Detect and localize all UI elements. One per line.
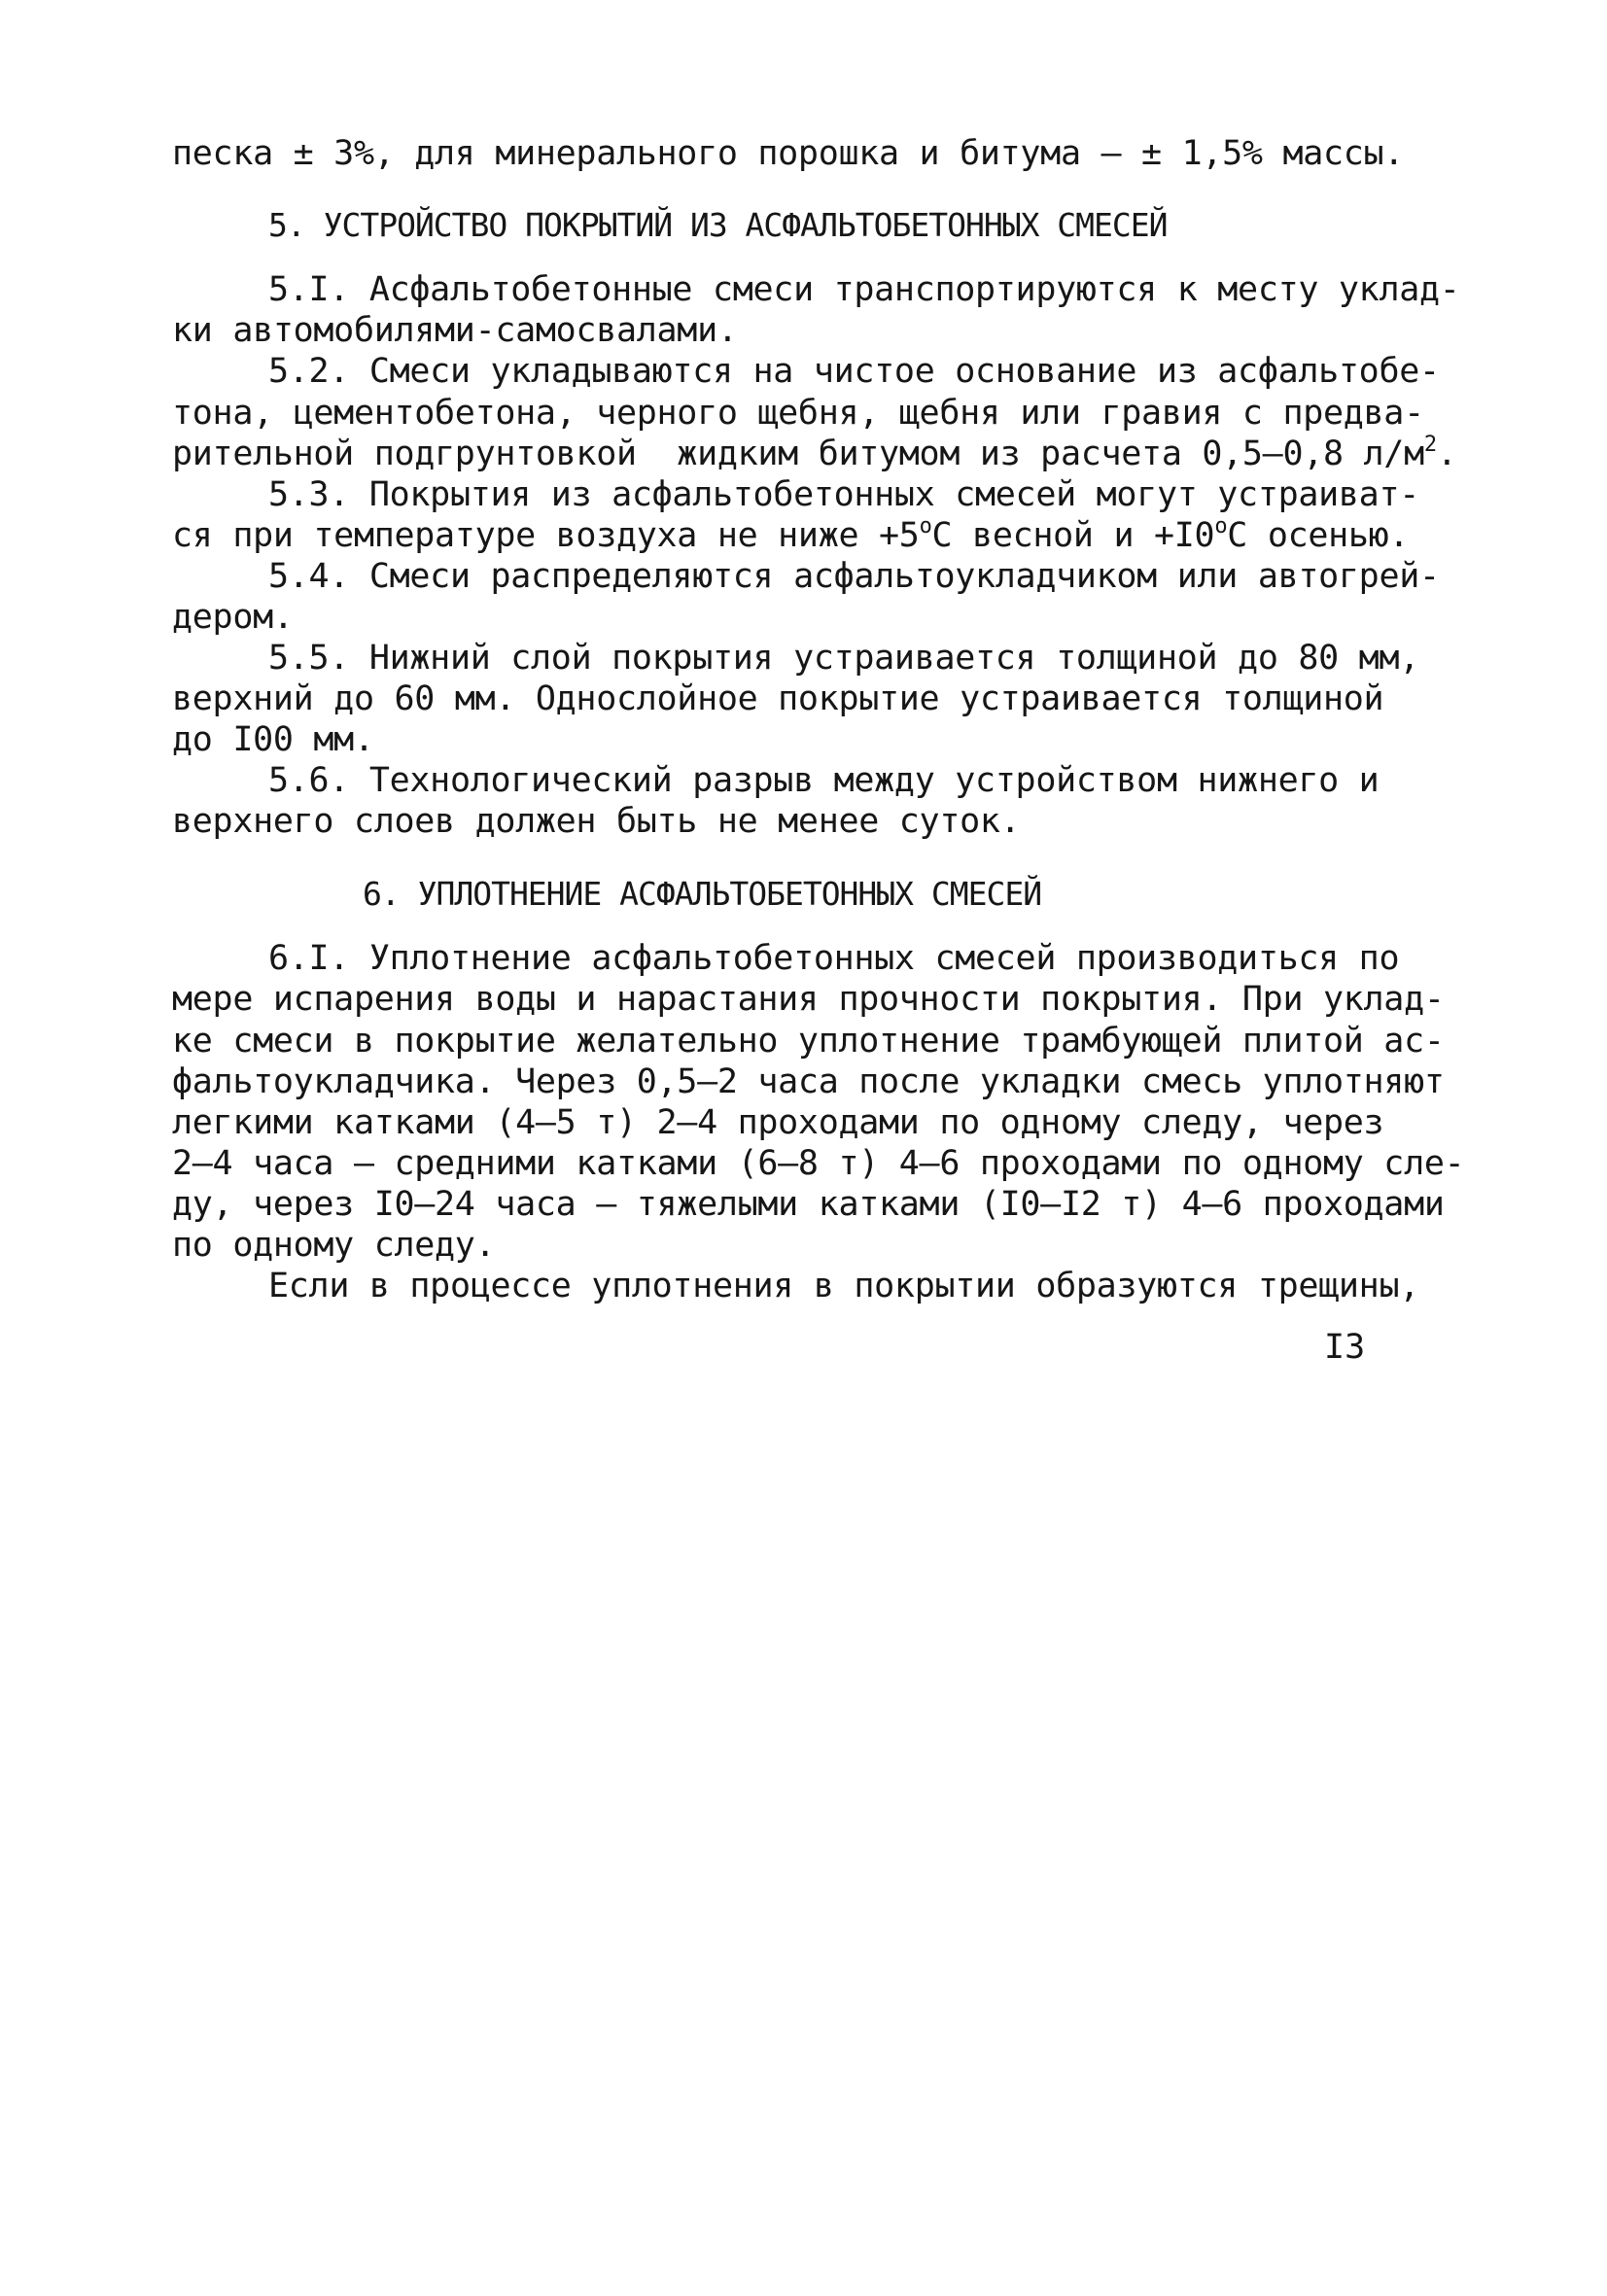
paragraph-line: 5.4. Смеси распределяются асфальтоукладчиком или автогрей- <box>268 557 1440 596</box>
paragraph-line: фальтоукладчика. Через 0,5–2 часа после укладки смесь уплотняют <box>172 1062 1445 1101</box>
paragraph-line: 5.3. Покрытия из асфальтобетонных смесей могут устраиват- <box>268 475 1419 514</box>
paragraph-line: 6.I. Уплотнение асфальтобетонных смесей производиться по <box>268 939 1400 978</box>
paragraph-line: Если в процессе уплотнения в покрытии образуются трещины, <box>268 1267 1419 1305</box>
paragraph-line: по одному следу. <box>172 1226 496 1265</box>
page-number: I3 <box>1324 1328 1366 1367</box>
paragraph-line: ки автомобилями-самосвалами. <box>172 311 738 350</box>
paragraph-line: легкими катками (4–5 т) 2–4 проходами по одному следу, через <box>172 1103 1384 1142</box>
paragraph-line: 5.2. Смеси укладываются на чистое основание из асфальтобе- <box>268 352 1440 391</box>
line-text: С осенью. <box>1227 516 1410 555</box>
paragraph-line: верхний до 60 мм. Однослойное покрытие устраивается толщиной <box>172 679 1384 718</box>
paragraph-line: песка ± 3%, для минерального порошка и битума – ± 1,5% массы. <box>172 134 1405 173</box>
degree-superscript: o <box>919 514 932 539</box>
paragraph-line: верхнего слоев должен быть не менее суток. <box>172 802 1021 841</box>
paragraph-line: 2–4 часа – средними катками (6–8 т) 4–6 проходами по одному сле- <box>172 1144 1465 1183</box>
paragraph-line: мере испарения воды и нарастания прочности покрытия. При уклад- <box>172 980 1445 1019</box>
paragraph-line <box>172 435 1457 473</box>
paragraph-line <box>172 516 1409 555</box>
line-text: . <box>1436 435 1457 473</box>
paragraph-line: 5.I. Асфальтобетонные смеси транспортируются к месту уклад- <box>268 270 1460 309</box>
degree-superscript: o <box>1214 514 1228 539</box>
paragraph-line: ду, через I0–24 часа – тяжелыми катками (I0–I2 т) 4–6 проходами <box>172 1185 1445 1224</box>
line-text: ся при температуре воздуха не ниже +5 <box>172 516 920 555</box>
paragraph-line: 5.5. Нижний слой покрытия устраивается толщиной до 80 мм, <box>268 639 1419 678</box>
line-text: рительной подгрунтовкой жидким битумом из расчета 0,5–0,8 л/м <box>172 435 1424 473</box>
paragraph-line: до I00 мм. <box>172 720 374 759</box>
superscript-2: 2 <box>1423 433 1437 457</box>
section-heading-6: 6. УПЛОТНЕНИЕ АСФАЛЬТОБЕТОННЫХ СМЕСЕЙ <box>363 875 1042 913</box>
paragraph-line: дером. <box>172 598 294 637</box>
section-heading-5: 5. УСТРОЙСТВО ПОКРЫТИЙ ИЗ АСФАЛЬТОБЕТОННЫХ СМЕСЕЙ <box>268 206 1168 244</box>
line-text: С весной и +I0 <box>931 516 1215 555</box>
paragraph-line: 5.6. Технологический разрыв между устройством нижнего и <box>268 761 1380 800</box>
paragraph-line: ке смеси в покрытие желательно уплотнение трамбующей плитой ас- <box>172 1022 1445 1061</box>
paragraph-line: тона, цементобетона, черного щебня, щебня или гравия с предва- <box>172 394 1424 433</box>
